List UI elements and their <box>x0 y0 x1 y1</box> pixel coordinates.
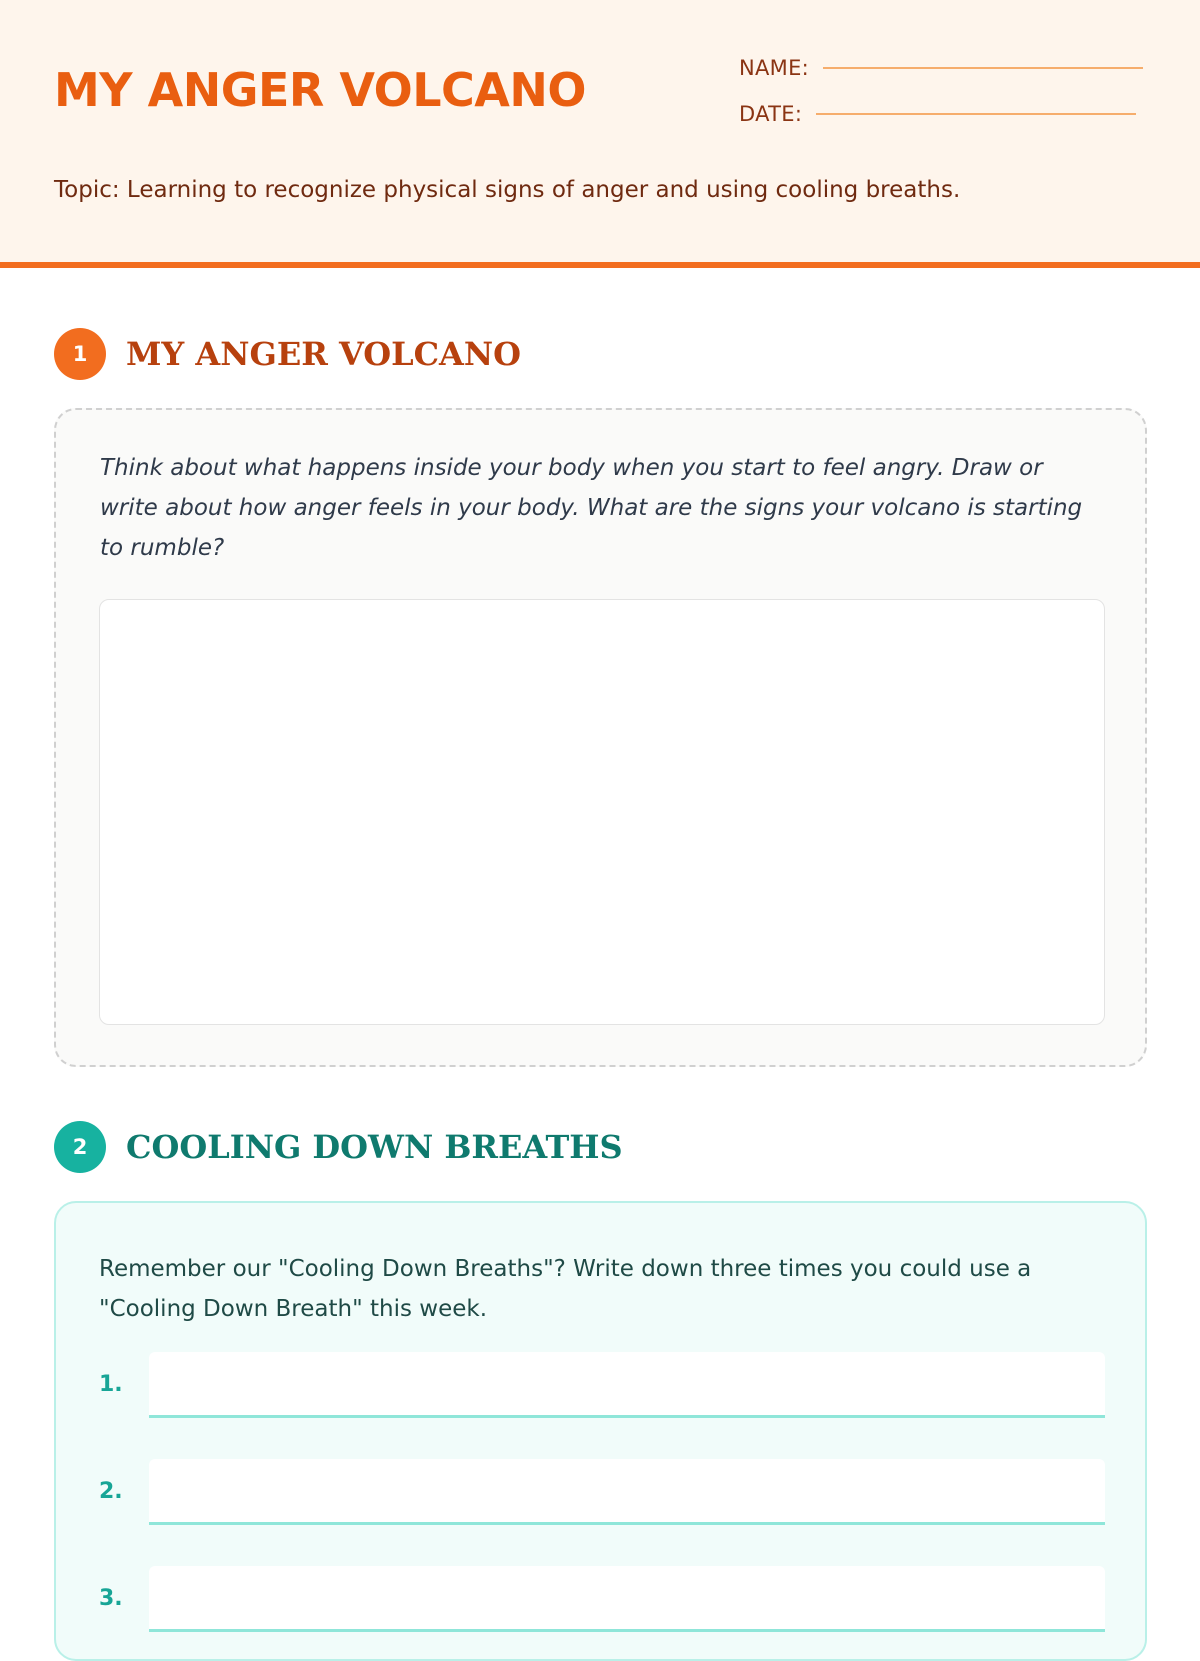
answer-field-2[interactable] <box>149 1459 1105 1525</box>
worksheet-header <box>0 0 1200 268</box>
drawing-area[interactable] <box>99 599 1105 1025</box>
section-number-badge: 1 <box>54 328 106 380</box>
name-label: NAME: <box>739 56 810 80</box>
section-1-heading <box>54 328 521 380</box>
answer-field-1[interactable] <box>149 1352 1105 1418</box>
date-line[interactable] <box>816 113 1136 115</box>
answer-field-3[interactable] <box>149 1566 1105 1632</box>
date-label: DATE: <box>739 102 803 126</box>
answer-row <box>99 1459 1105 1525</box>
anger-volcano-box <box>54 408 1147 1067</box>
section-2-heading <box>54 1121 623 1173</box>
section-number-badge: 2 <box>54 1121 106 1173</box>
page-title: MY ANGER VOLCANO <box>54 63 586 117</box>
name-line[interactable] <box>823 67 1143 69</box>
name-field[interactable] <box>739 56 1143 80</box>
topic-text: Topic: Learning to recognize physical signs of anger and using cooling breaths. <box>54 177 961 203</box>
section-2-prompt: Remember our "Cooling Down Breaths"? Write down three times you could use a "Cooling Down Breath" this week. <box>99 1256 1032 1322</box>
answer-row <box>99 1566 1105 1632</box>
cooling-breaths-box <box>54 1201 1147 1661</box>
section-title: MY ANGER VOLCANO <box>126 335 521 373</box>
section-title: COOLING DOWN BREATHS <box>126 1128 623 1166</box>
answer-number: 3. <box>99 1586 123 1611</box>
answer-number: 2. <box>99 1479 123 1504</box>
answer-row <box>99 1352 1105 1418</box>
answer-number: 1. <box>99 1372 123 1397</box>
section-1-prompt: Think about what happens inside your body when you start to feel angry. Draw or write about how anger feels in your body. What are the signs your volcano is starting to rumble? <box>100 455 1083 561</box>
date-field[interactable] <box>739 102 1136 126</box>
